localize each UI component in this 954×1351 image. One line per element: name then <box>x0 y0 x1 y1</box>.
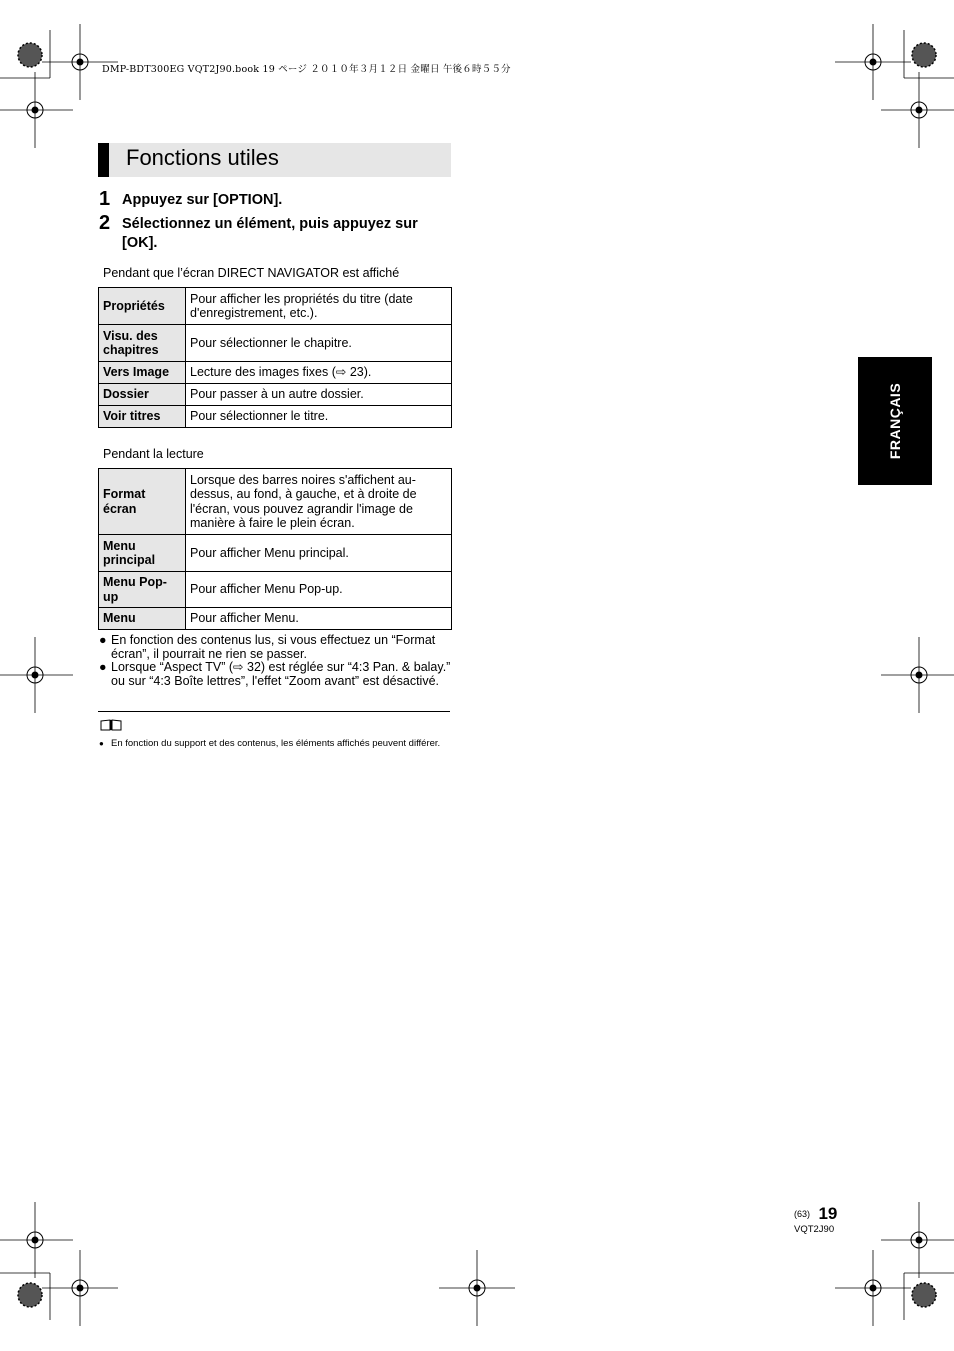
option-key: Dossier <box>99 384 186 406</box>
options-table-playback <box>98 468 452 630</box>
bullet-icon: ● <box>99 660 107 674</box>
option-description: Pour afficher Menu principal. <box>186 535 452 572</box>
option-key: Voir titres <box>99 406 186 428</box>
title-marker <box>98 143 109 177</box>
option-description: Pour afficher Menu Pop-up. <box>186 572 452 608</box>
option-key: Visu. des chapitres <box>99 325 186 362</box>
footnote <box>99 738 449 750</box>
book-icon <box>100 719 122 731</box>
note-text: En fonction des contenus lus, si vous effectuez un “Format écran”, il pourrait ne rien se passer. <box>111 633 436 661</box>
note-text: Lorsque “Aspect TV” (⇨ 32) est réglée sur “4:3 Pan. & balay.” ou sur “4:3 Boîte lettres”, l'effet “Zoom avant” est désactivé. <box>111 660 451 688</box>
table-row <box>99 608 452 630</box>
page-number: 19 <box>818 1204 838 1223</box>
step-text: Appuyez sur [OPTION]. <box>122 192 283 208</box>
bullet-icon: ● <box>99 633 107 647</box>
option-description: Pour passer à un autre dossier. <box>186 384 452 406</box>
option-description: Pour afficher Menu. <box>186 608 452 630</box>
table-row <box>99 469 452 535</box>
option-description: Pour afficher les propriétés du titre (date d'enregistrement, etc.). <box>186 288 452 325</box>
table-row <box>99 288 452 325</box>
option-key: Format écran <box>99 469 186 535</box>
table-row <box>99 535 452 572</box>
option-key: Vers Image <box>99 362 186 384</box>
divider <box>98 711 450 712</box>
step-number: 2 <box>99 212 111 234</box>
page-title: Fonctions utiles <box>126 145 279 170</box>
footnote-text: En fonction du support et des contenus, les éléments affichés peuvent différer. <box>111 738 441 749</box>
print-header: DMP-BDT300EG VQT2J90.book 19 ページ ２０１０年３月１２日 金曜日 午後６時５５分 <box>102 64 511 75</box>
bullet-icon: ● <box>99 739 104 748</box>
step-text: Sélectionnez un élément, puis appuyez sur [OK]. <box>122 216 418 251</box>
model-code: VQT2J90 <box>794 1224 835 1235</box>
table-caption: Pendant la lecture <box>103 447 204 461</box>
table-row <box>99 572 452 608</box>
note-item <box>99 661 451 688</box>
language-tab-label: FRANÇAIS <box>887 382 903 460</box>
option-description: Lecture des images fixes (⇨ 23). <box>186 362 452 384</box>
option-description: Lorsque des barres noires s'affichent au-dessus, au fond, à gauche, et à droite de l'écran, vous pouvez agrandir l'image de manière à faire le plein écran. <box>186 469 452 535</box>
option-key: Propriétés <box>99 288 186 325</box>
note-item <box>99 634 451 661</box>
option-description: Pour sélectionner le chapitre. <box>186 325 452 362</box>
table-caption: Pendant que l’écran DIRECT NAVIGATOR est affiché <box>103 266 400 280</box>
option-key: Menu <box>99 608 186 630</box>
table-row <box>99 406 452 428</box>
page-ref: (63) <box>794 1209 811 1219</box>
table-row <box>99 384 452 406</box>
option-key: Menu Pop-up <box>99 572 186 608</box>
options-table-navigator <box>98 287 452 428</box>
step-number: 1 <box>99 188 111 210</box>
option-key: Menu principal <box>99 535 186 572</box>
table-row <box>99 362 452 384</box>
table-row <box>99 325 452 362</box>
page-footer <box>794 1204 854 1235</box>
option-description: Pour sélectionner le titre. <box>186 406 452 428</box>
